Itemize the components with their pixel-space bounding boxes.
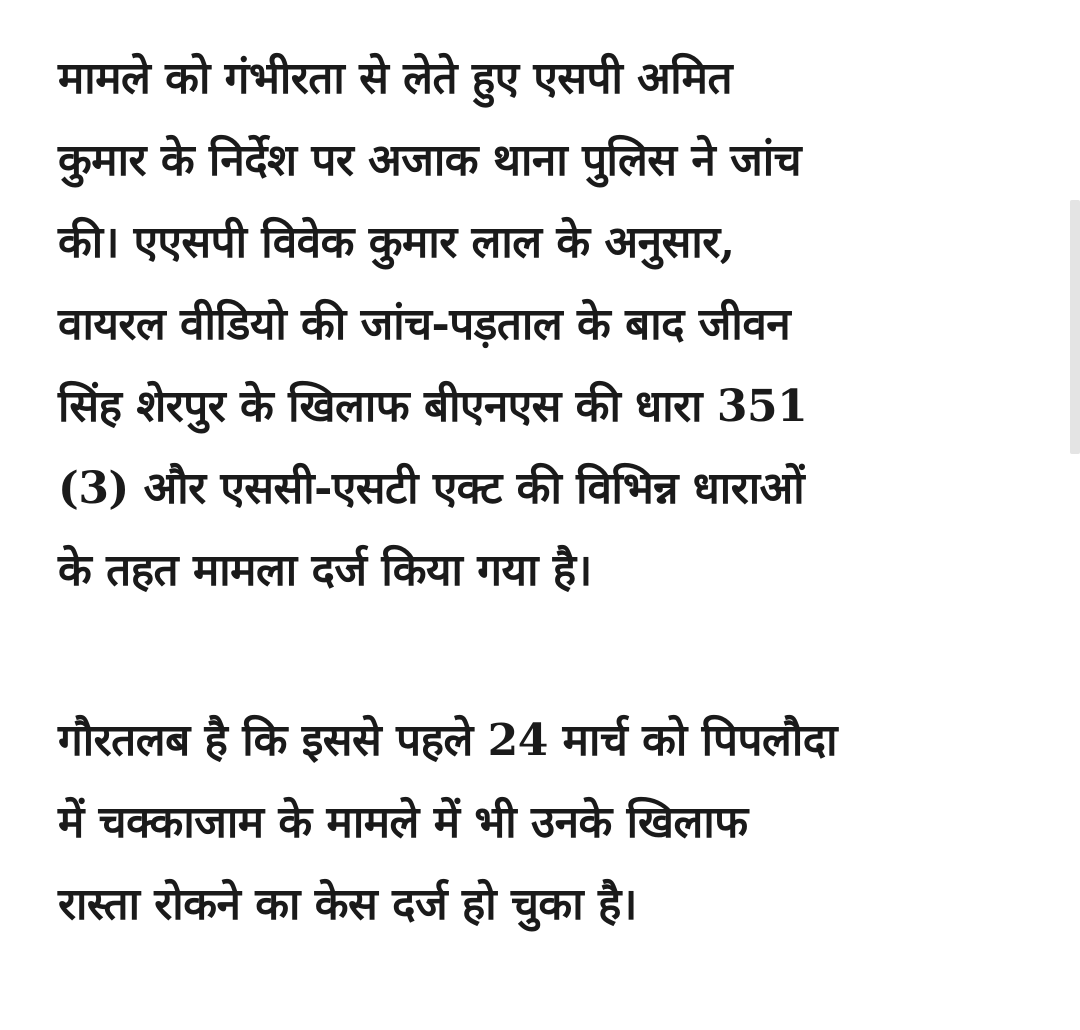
vertical-scrollbar[interactable]	[1070, 200, 1080, 454]
text-line: कुमार के निर्देश पर अजाक थाना पुलिस ने जांच	[58, 135, 802, 186]
text-line: गौरतलब है कि इससे पहले 24 मार्च को पिपलौदा	[58, 715, 838, 766]
text-line: (3) और एससी-एसटी एक्ट की विभिन्न धाराओं	[58, 463, 805, 514]
text-line: वायरल वीडियो की जांच-पड़ताल के बाद जीवन	[58, 299, 791, 350]
text-line: सिंह शेरपुर के खिलाफ बीएनएस की धारा 351	[58, 381, 808, 432]
paragraph-1	[58, 38, 1048, 612]
paragraph-2	[58, 700, 1048, 946]
text-line: के तहत मामला दर्ज किया गया है।	[58, 545, 592, 596]
text-line: की। एएसपी विवेक कुमार लाल के अनुसार,	[58, 217, 735, 268]
text-line: मामले को गंभीरता से लेते हुए एसपी अमित	[58, 53, 733, 104]
article-body	[58, 38, 1048, 946]
text-line: में चक्काजाम के मामले में भी उनके खिलाफ	[58, 797, 748, 848]
paragraph-spacer	[58, 612, 1048, 700]
text-line: रास्ता रोकने का केस दर्ज हो चुका है।	[58, 879, 637, 930]
